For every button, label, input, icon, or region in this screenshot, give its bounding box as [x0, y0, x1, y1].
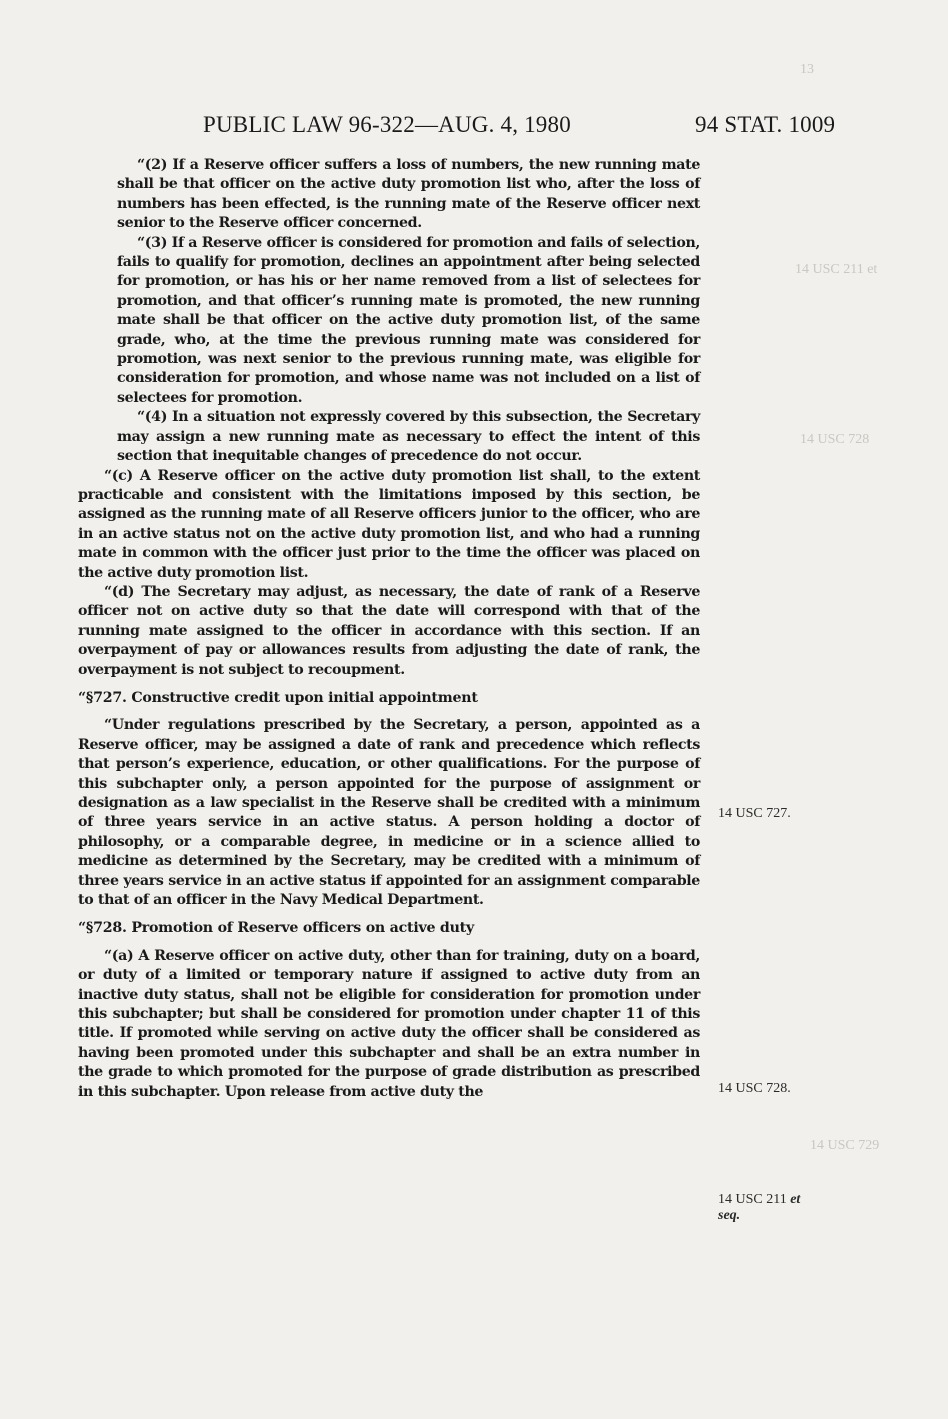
statute-body	[78, 156, 700, 1102]
bleed-through-mark: 14 USC 728	[800, 432, 870, 447]
paragraph-3: “(3) If a Reserve officer is considered for promotion and fails of selection, fails to qualify for promotion, declines an appointment after being selected for promotion, or has his or her name removed from a list of selectees for promotion, and that officer’s running mate is promoted, the new running mate shall be that officer on the active duty promotion list, of the same grade, who, at the time the previous running mate was considered for promotion, was next senior to the previous running mate, was eligible for consideration for promotion, and whose name was not included on a list of selectees for promotion.	[117, 234, 700, 406]
subsection-c: “(c) A Reserve officer on the active duty promotion list shall, to the extent practicable and consistent with the limitations imposed by this section, be assigned as the running mate of all Reserve officers junior to the officer, who are in an active status not on the active duty promotion list, and who had a running mate in common with the officer just prior to the time the officer was placed on the active duty promotion list.	[78, 467, 700, 581]
section-727-heading: “§727. Constructive credit upon initial appointment	[78, 689, 478, 706]
bleed-through-mark: 14 USC 729	[810, 1138, 880, 1153]
page-header	[0, 112, 948, 142]
bleed-through-mark: 13	[800, 62, 814, 77]
section-728-subsection-a: “(a) A Reserve officer on active duty, other than for training, duty on a board, or duty of a limited or temporary nature if assigned to active duty from an inactive duty status, shall not be eligible for consideration for promotion under this subchapter; but shall be considered for promotion under chapter 11 of this title. If promoted while serving on active duty the officer shall be considered as having been promoted under this subchapter and shall be an extra number in the grade to which promoted for the purpose of grade distribution as prescribed in this subchapter. Upon release from active duty the	[78, 947, 700, 1100]
header-title: PUBLIC LAW 96-322—AUG. 4, 1980	[203, 112, 571, 137]
section-727-text: “Under regulations prescribed by the Secretary, a person, appointed as a Reserve officer, may be assigned a date of rank and precedence which reflects that person’s experience, education, or other qualifications. For the purpose of this subchapter only, a person appointed for the purpose of assignment or designation as a law specialist in the Reserve shall be credited with a minimum of three years service in an active status. A person holding a doctor of philosophy, or a comparable degree, in medicine or in a science allied to medicine as determined by the Secretary, may be credited with a minimum of three years service in an active status if appointed for an assignment comparable to that of an officer in the Navy Medical Department.	[78, 717, 700, 909]
header-stat-page: 94 STAT. 1009	[695, 112, 836, 137]
margin-note-728: 14 USC 728.	[718, 1081, 791, 1096]
margin-note-727: 14 USC 727.	[718, 806, 791, 821]
bleed-through-mark: 14 USC 211 et	[795, 262, 878, 277]
paragraph-4: “(4) In a situation not expressly covered by this subsection, the Secretary may assign a new running mate as necessary to effect the intent of this section that inequitable changes of precedence do not occur.	[117, 409, 700, 465]
paragraph-2: “(2) If a Reserve officer suffers a loss of numbers, the new running mate shall be that officer on the active duty promotion list who, after the loss of numbers has been effected, is the running mate of the Reserve officer next senior to the Reserve officer concerned.	[117, 157, 700, 232]
subsection-d: “(d) The Secretary may adjust, as necessary, the date of rank of a Reserve officer not on active duty so that the date will correspond with that of the running mate assigned to the officer in accordance with this section. If an overpayment of pay or allowances results from adjusting the date of rank, the overpayment is not subject to recoupment.	[78, 583, 700, 678]
section-728-heading: “§728. Promotion of Reserve officers on active duty	[78, 920, 474, 937]
margin-note-211: 14 USC 211 et seq.	[718, 1192, 801, 1223]
